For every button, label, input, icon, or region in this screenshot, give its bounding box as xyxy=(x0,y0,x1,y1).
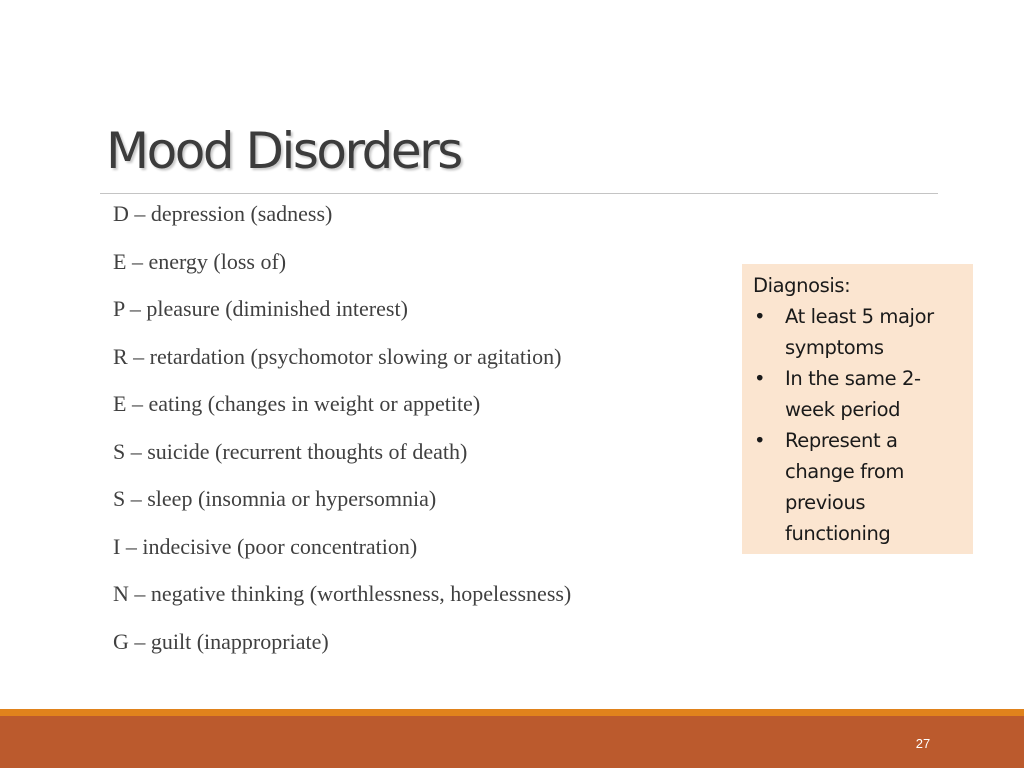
diagnosis-criterion xyxy=(753,301,961,363)
mnemonic-list xyxy=(113,198,571,673)
footer-accent-line xyxy=(0,709,1024,716)
diagnosis-criterion xyxy=(753,363,961,425)
bullet-icon: • xyxy=(754,367,766,390)
list-item: P – pleasure (diminished interest) xyxy=(113,296,408,321)
list-item: E – energy (loss of) xyxy=(113,248,287,274)
list-item: N – negative thinking (worthlessness, hopelessness) xyxy=(113,581,572,606)
diagnosis-criterion xyxy=(753,425,961,549)
slide-title: Mood Disorders xyxy=(106,122,461,180)
list-item: D – depression (sadness) xyxy=(113,201,333,226)
criterion-text: In the same 2-week period xyxy=(785,367,921,421)
list-item: S – sleep (insomnia or hypersomnia) xyxy=(113,486,437,511)
diagnosis-callout xyxy=(742,264,973,554)
list-item: E – eating (changes in weight or appetite) xyxy=(113,391,481,416)
list-item: R – retardation (psychomotor slowing or agitation) xyxy=(113,343,562,369)
page-number: 27 xyxy=(915,736,931,751)
diagnosis-heading: Diagnosis: xyxy=(753,274,851,297)
bullet-icon: • xyxy=(754,305,766,328)
criterion-text: Represent a change from previous functioning xyxy=(785,429,904,545)
footer-bar xyxy=(0,716,1024,768)
diagnosis-criteria-list xyxy=(753,301,961,549)
list-item: I – indecisive (poor concentration) xyxy=(113,533,418,559)
bullet-icon: • xyxy=(754,429,766,452)
list-item: S – suicide (recurrent thoughts of death) xyxy=(113,438,468,464)
list-item: G – guilt (inappropriate) xyxy=(113,628,329,654)
criterion-text: At least 5 major symptoms xyxy=(785,305,934,359)
title-divider xyxy=(100,193,938,194)
